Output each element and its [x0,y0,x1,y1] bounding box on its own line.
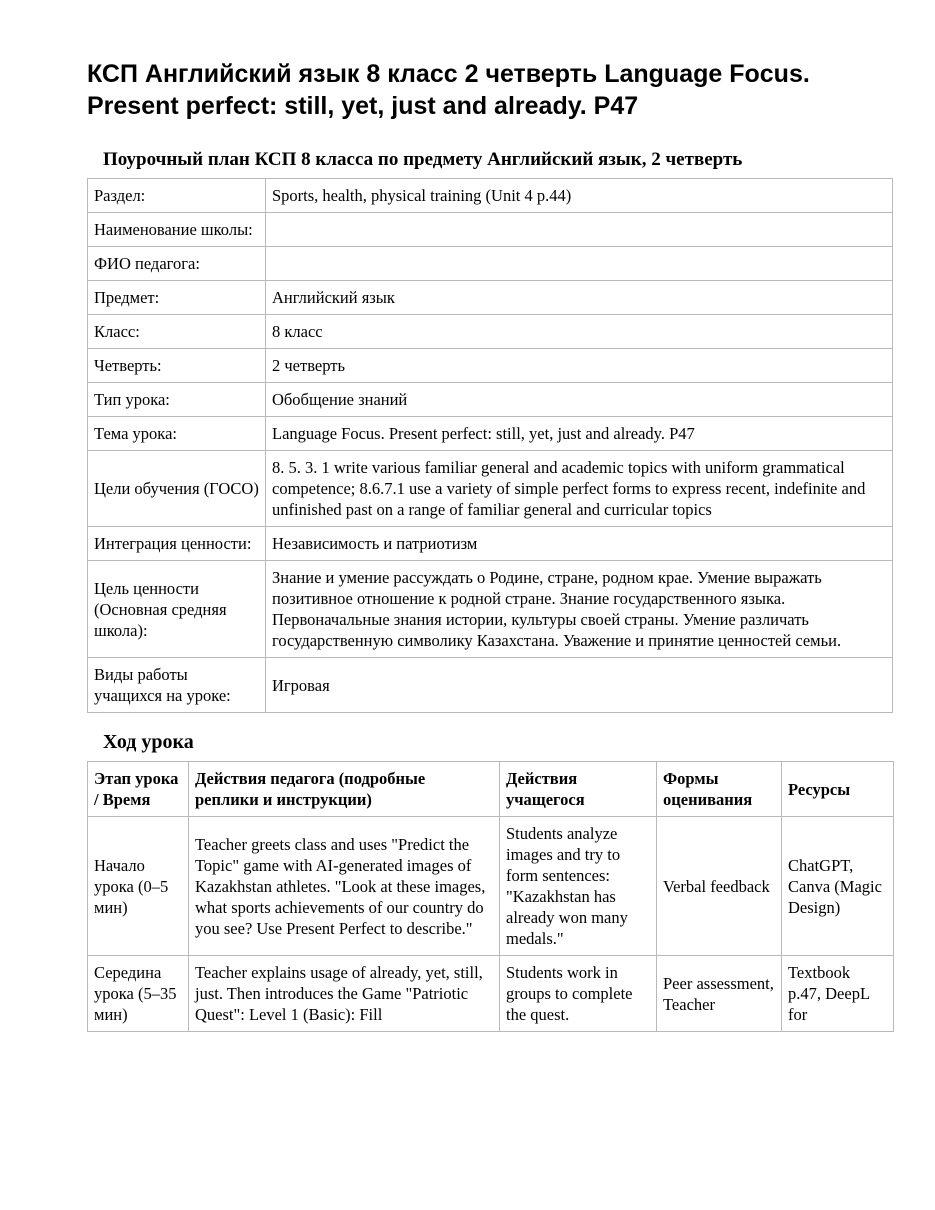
info-value: Обобщение знаний [266,383,893,417]
info-row [88,383,893,417]
info-value [266,247,893,281]
info-label: Четверть: [88,349,266,383]
student-actions-cell: Students analyze images and try to form sentences: "Kazakhstan has already won many medals." [500,817,657,956]
stage-cell: Начало урока (0–5 мин) [88,817,189,956]
info-label: Виды работы учащихся на уроке: [88,658,266,713]
teacher-actions-cell: Teacher explains usage of already, yet, still, just. Then introduces the Game "Patriotic Quest": Level 1 (Basic): Fill [189,956,500,1032]
resources-cell: Textbook p.47, DeepL for [782,956,894,1032]
column-header-assessment: Формы оценивания [657,762,782,817]
lesson-header-row [88,762,894,817]
info-label: Цель ценности (Основная средняя школа): [88,561,266,658]
teacher-actions-cell: Teacher greets class and uses "Predict the Topic" game with AI-generated images of Kazakhstan athletes. "Look at these images, what sports achievements of our country do you see? Use Present Perfect to describe." [189,817,500,956]
info-row [88,247,893,281]
info-row [88,527,893,561]
info-row [88,451,893,527]
info-value: Знание и умение рассуждать о Родине, стране, родном крае. Умение выражать позитивное отношение к родной стране. Знание государственного языка. Первоначальные знания истории, культуры своей страны. Умение различать государственную символику Казахстана. Уважение и принятие ценностей семьи. [266,561,893,658]
column-header-student-actions: Действия учащегося [500,762,657,817]
info-value: Игровая [266,658,893,713]
column-header-stage: Этап урока / Время [88,762,189,817]
stage-cell: Середина урока (5–35 мин) [88,956,189,1032]
info-row [88,349,893,383]
lesson-flow-table [87,761,894,1032]
student-actions-cell: Students work in groups to complete the quest. [500,956,657,1032]
info-label: Тема урока: [88,417,266,451]
assessment-cell: Peer assessment, Teacher [657,956,782,1032]
info-value: Независимость и патриотизм [266,527,893,561]
info-row [88,561,893,658]
info-label: Тип урока: [88,383,266,417]
plan-heading: Поурочный план КСП 8 класса по предмету Английский язык, 2 четверть [103,149,743,170]
info-row [88,315,893,349]
lesson-heading: Ход урока [103,731,194,753]
assessment-cell: Verbal feedback [657,817,782,956]
lesson-info-table [87,178,893,713]
info-row [88,658,893,713]
info-label: Класс: [88,315,266,349]
info-value: Language Focus. Present perfect: still, yet, just and already. P47 [266,417,893,451]
table-row [88,956,894,1032]
column-header-resources: Ресурсы [782,762,894,817]
info-label: Цели обучения (ГОСО) [88,451,266,527]
info-label: ФИО педагога: [88,247,266,281]
info-label: Предмет: [88,281,266,315]
info-value: 8. 5. 3. 1 write various familiar general and academic topics with uniform grammatical competence; 8.6.7.1 use a variety of simple perfect forms to express recent, indefinite and unfinished past on a range of familiar general and curricular topics [266,451,893,527]
column-header-teacher-actions: Действия педагога (подробные реплики и инструкции) [189,762,500,817]
info-value: Sports, health, physical training (Unit 4 p.44) [266,179,893,213]
info-label: Интеграция ценности: [88,527,266,561]
info-row [88,179,893,213]
info-value [266,213,893,247]
info-value: 2 четверть [266,349,893,383]
resources-cell: ChatGPT, Canva (Magic Design) [782,817,894,956]
info-row [88,281,893,315]
info-value: 8 класс [266,315,893,349]
info-label: Наименование школы: [88,213,266,247]
info-row [88,417,893,451]
table-row [88,817,894,956]
document-title: КСП Английский язык 8 класс 2 четверть Language Focus. Present perfect: still, yet, just and already. P47 [87,60,810,120]
document-page [87,0,893,1032]
info-value: Английский язык [266,281,893,315]
info-row [88,213,893,247]
info-label: Раздел: [88,179,266,213]
